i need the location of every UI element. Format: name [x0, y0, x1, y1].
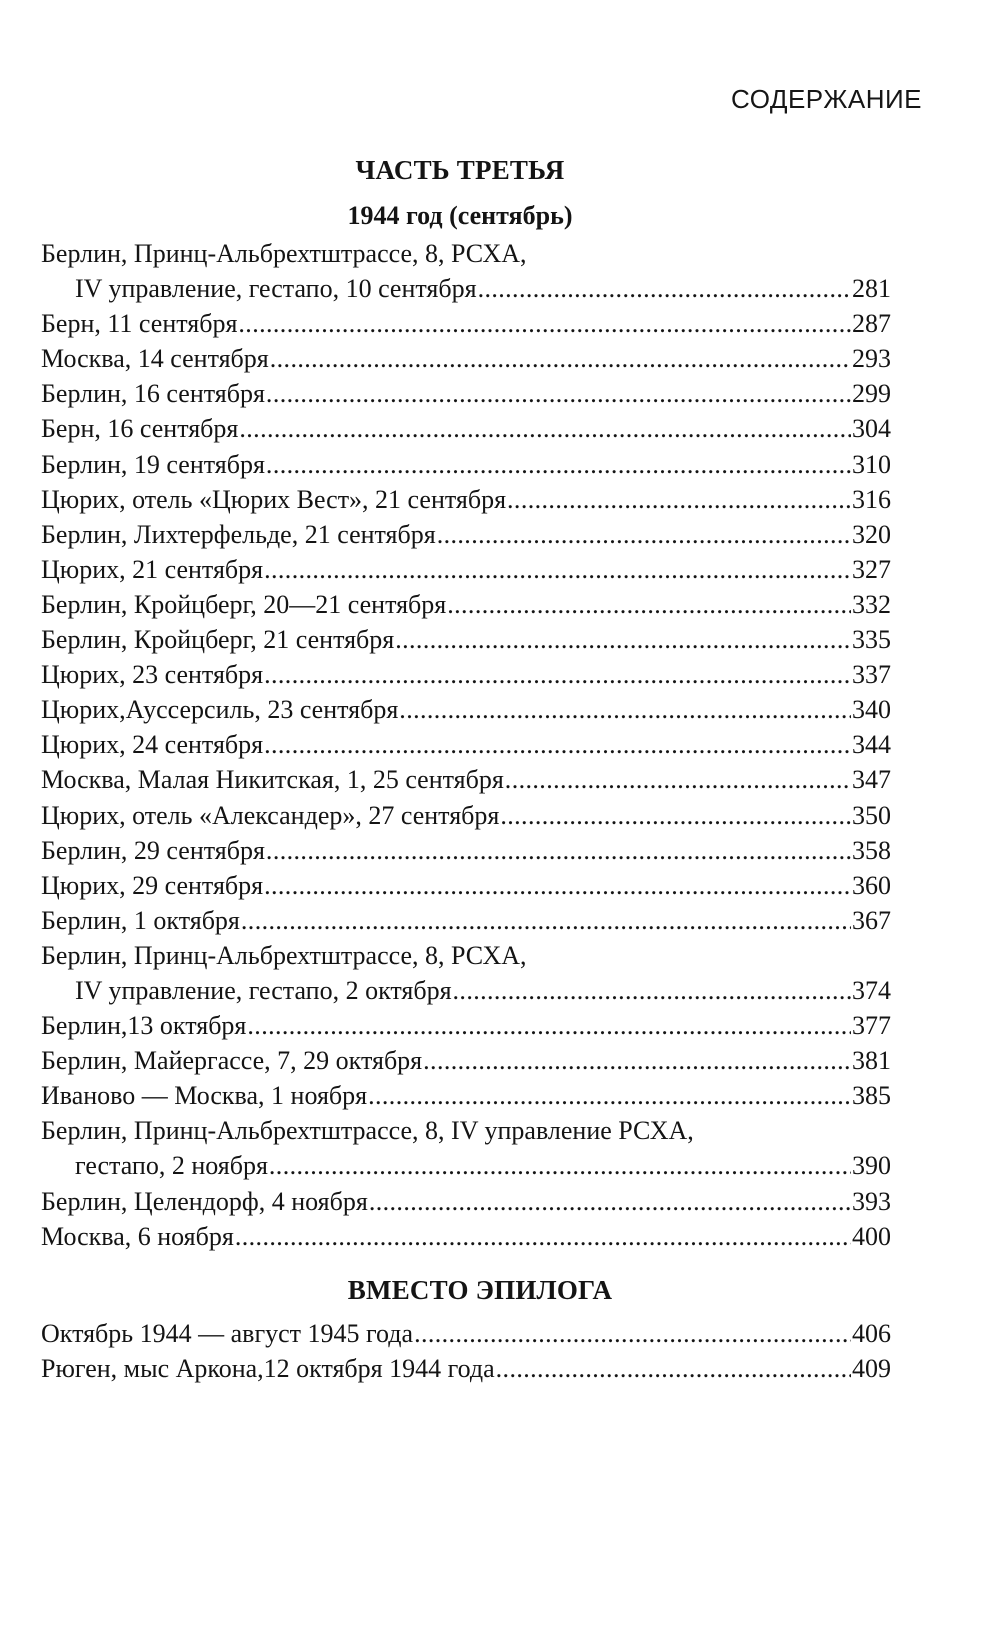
toc-entry-page: 409 [852, 1354, 891, 1384]
toc-entry [41, 341, 891, 376]
toc-entry-title: Цюрих,Ауссерсиль, 23 сентября [41, 695, 399, 725]
toc-entry-title: Иваново — Москва, 1 ноября [41, 1081, 368, 1111]
toc-entry-page: 360 [852, 870, 891, 900]
dot-leader [423, 1043, 851, 1078]
toc-entry-page: 347 [852, 765, 891, 795]
dot-leader [247, 1008, 851, 1043]
toc-entry-title: Цюрих, 21 сентября [41, 554, 264, 584]
toc-entry [41, 447, 891, 482]
toc-entry-title: Берлин, Целендорф, 4 ноября [41, 1186, 368, 1216]
dot-leader [241, 903, 851, 938]
dot-leader [414, 1316, 851, 1351]
toc-list-part-three [41, 236, 891, 1254]
toc-entry-title: Берлин, 1 октября [41, 905, 240, 935]
dot-leader [264, 868, 851, 903]
toc-entry-title: Берлин, Кройцберг, 20—21 сентября [41, 589, 447, 619]
toc-entry-title: Рюген, мыс Аркона,12 октября 1944 года [41, 1354, 495, 1384]
toc-entry [41, 1316, 891, 1351]
toc-entry-page: 344 [852, 730, 891, 760]
toc-entry-page: 337 [852, 660, 891, 690]
toc-entry-title: Москва, 6 ноября [41, 1221, 234, 1251]
dot-leader [235, 1219, 851, 1254]
toc-entry-title: Москва, Малая Никитская, 1, 25 сентября [41, 765, 504, 795]
toc-entry-page: 340 [852, 695, 891, 725]
toc-entry [41, 868, 891, 903]
toc-entry [41, 938, 891, 1008]
dot-leader [500, 798, 851, 833]
toc-entry-page: 310 [852, 449, 891, 479]
toc-entry-title: Цюрих, 23 сентября [41, 660, 264, 690]
dot-leader [399, 692, 851, 727]
dot-leader [507, 482, 851, 517]
dot-leader [270, 341, 851, 376]
toc-entry-title: Берлин, 29 сентября [41, 835, 265, 865]
toc-entry-page: 377 [852, 1011, 891, 1041]
toc-entry-page: 406 [852, 1319, 891, 1348]
toc-entry [41, 552, 891, 587]
dot-leader [239, 411, 851, 446]
toc-entry-page: 293 [852, 344, 891, 374]
dot-leader [453, 973, 851, 1008]
toc-entry-title-line: Берлин, Принц-Альбрехтштрассе, 8, IV управление РСХА, [41, 1116, 694, 1146]
toc-entry-page: 320 [852, 519, 891, 549]
dot-leader [264, 727, 851, 762]
dot-leader [264, 552, 851, 587]
toc-entry [41, 411, 891, 446]
toc-entry [41, 1008, 891, 1043]
toc-entry [41, 903, 891, 938]
dot-leader [368, 1078, 851, 1113]
epilog-title: ВМЕСТО ЭПИЛОГА [347, 1275, 613, 1305]
part-title: ЧАСТЬ ТРЕТЬЯ [355, 155, 565, 185]
toc-entry [41, 587, 891, 622]
toc-list-epilog [41, 1316, 891, 1386]
toc-entry-title: Берлин, 19 сентября [41, 449, 265, 479]
dot-leader [266, 376, 851, 411]
toc-entry [41, 692, 891, 727]
toc-entry [41, 1351, 891, 1386]
toc-entry-title: Берлин, 16 сентября [41, 379, 265, 409]
toc-entry [41, 1184, 891, 1219]
toc-entry-title: Берлин, Кройцберг, 21 сентября [41, 625, 395, 655]
toc-entry [41, 376, 891, 411]
toc-entry-page: 287 [852, 309, 891, 339]
toc-entry-title: Москва, 14 сентября [41, 344, 269, 374]
toc-entry-page: 281 [852, 274, 891, 304]
toc-entry [41, 1043, 891, 1078]
toc-entry-page: 381 [852, 1046, 891, 1076]
toc-entry [41, 798, 891, 833]
toc-entry-page: 350 [852, 800, 891, 830]
toc-entry [41, 1078, 891, 1113]
toc-entry-title: Октябрь 1944 — август 1945 года [41, 1319, 414, 1348]
toc-entry-page: 400 [852, 1221, 891, 1251]
dot-leader [505, 762, 851, 797]
dot-leader [264, 657, 851, 692]
toc-entry-page: 316 [852, 484, 891, 514]
dot-leader [238, 306, 851, 341]
toc-entry [41, 1219, 891, 1254]
toc-entry-title-line: Берлин, Принц-Альбрехтштрассе, 8, РСХА, [41, 940, 527, 970]
dot-leader [496, 1351, 851, 1386]
toc-entry [41, 306, 891, 341]
toc-entry-page: 385 [852, 1081, 891, 1111]
dot-leader [447, 587, 851, 622]
toc-entry-title: Цюрих, 29 сентября [41, 870, 264, 900]
toc-entry [41, 833, 891, 868]
toc-entry-page: 374 [852, 975, 891, 1005]
toc-entry-title: Цюрих, 24 сентября [41, 730, 264, 760]
toc-entry-page: 367 [852, 905, 891, 935]
dot-leader [437, 517, 851, 552]
toc-entry [41, 236, 891, 306]
dot-leader [266, 833, 851, 868]
toc-entry-page: 299 [852, 379, 891, 409]
toc-entry-page: 332 [852, 589, 891, 619]
toc-entry-title: IV управление, гестапо, 10 сентября [75, 274, 477, 304]
toc-entry-title: Цюрих, отель «Цюрих Вест», 21 сентября [41, 484, 507, 514]
toc-entry [41, 762, 891, 797]
section-subtitle: 1944 год (сентябрь) [347, 201, 573, 230]
toc-entry-page: 393 [852, 1186, 891, 1216]
toc-entry-page: 358 [852, 835, 891, 865]
toc-entry [41, 727, 891, 762]
toc-entry [41, 482, 891, 517]
toc-entry-page: 304 [852, 414, 891, 444]
dot-leader [269, 1148, 851, 1183]
toc-entry-title: Берн, 16 сентября [41, 414, 239, 444]
running-head: СОДЕРЖАНИЕ [730, 84, 922, 114]
dot-leader [478, 271, 851, 306]
toc-entry-page: 390 [852, 1151, 891, 1181]
toc-entry [41, 517, 891, 552]
toc-entry [41, 622, 891, 657]
toc-entry-title-line: Берлин, Принц-Альбрехтштрассе, 8, РСХА, [41, 239, 527, 268]
toc-entry-page: 327 [852, 554, 891, 584]
toc-entry [41, 657, 891, 692]
toc-entry-title: IV управление, гестапо, 2 октября [75, 975, 452, 1005]
toc-entry-title: гестапо, 2 ноября [75, 1151, 268, 1181]
toc-entry-title: Берлин, Майергассе, 7, 29 октября [41, 1046, 423, 1076]
dot-leader [266, 447, 851, 482]
toc-entry-title: Цюрих, отель «Александер», 27 сентября [41, 800, 500, 830]
toc-entry-title: Берн, 11 сентября [41, 309, 238, 339]
dot-leader [395, 622, 851, 657]
toc-entry-title: Берлин, Лихтерфельде, 21 сентября [41, 519, 436, 549]
toc-entry-page: 335 [852, 625, 891, 655]
toc-entry [41, 1113, 891, 1183]
dot-leader [369, 1184, 851, 1219]
toc-entry-title: Берлин,13 октября [41, 1011, 247, 1041]
